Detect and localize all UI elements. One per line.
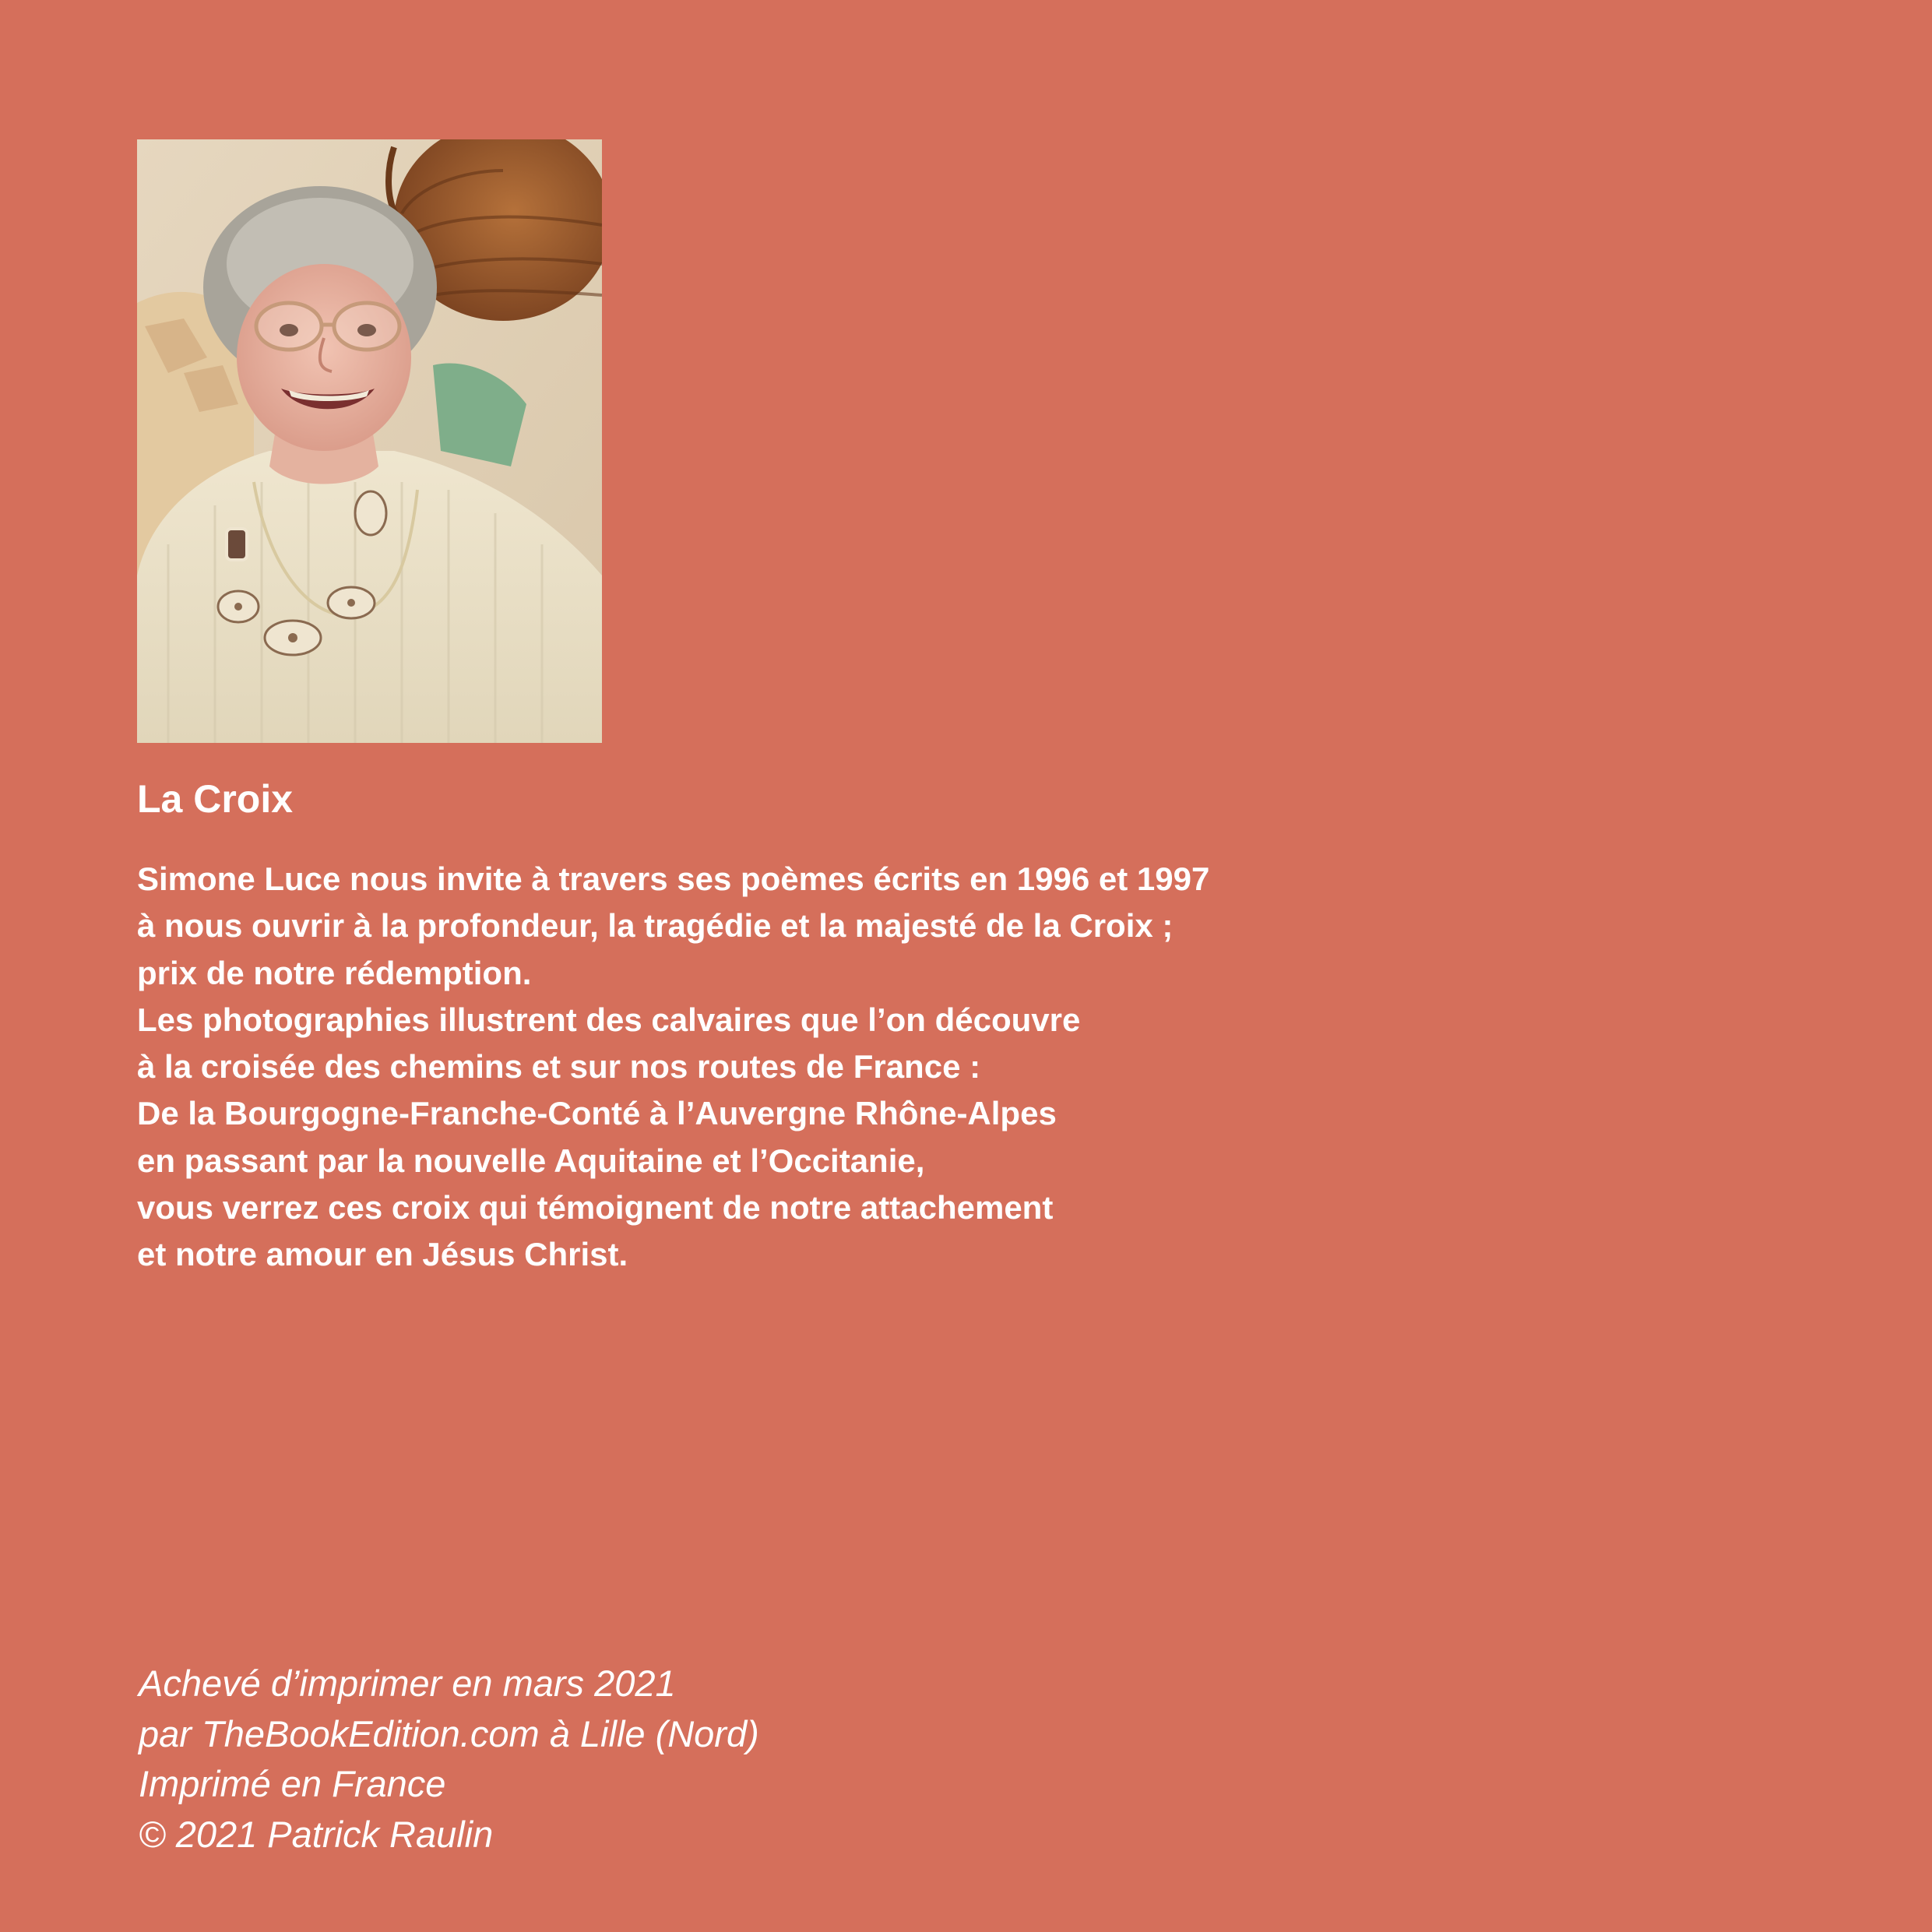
blurb-line: Les photographies illustrent des calvaires que l’on découvre: [137, 1001, 1081, 1038]
colophon: [139, 1659, 1073, 1860]
blurb-line: De la Bourgogne-Franche-Conté à l’Auvergne Rhône-Alpes: [137, 1095, 1057, 1132]
book-title: La Croix: [137, 777, 294, 821]
blurb-line: à la croisée des chemins et sur nos routes de France :: [137, 1048, 981, 1086]
author-portrait-photo: [137, 139, 602, 743]
blurb-line: et notre amour en Jésus Christ.: [137, 1236, 628, 1273]
face: [237, 264, 411, 451]
colophon-line: par TheBookEdition.com à Lille (Nord): [139, 1712, 759, 1754]
blurb-line: vous verrez ces croix qui témoignent de notre attachement: [137, 1189, 1054, 1226]
blurb-line: Simone Luce nous invite à travers ses poèmes écrits en 1996 et 1997: [137, 860, 1210, 897]
colophon-line: Imprimé en France: [139, 1763, 446, 1804]
blurb-line: prix de notre rédemption.: [137, 954, 532, 991]
blurb-line: en passant par la nouvelle Aquitaine et l’Occitanie,: [137, 1142, 925, 1179]
blurb-paragraph: [137, 856, 1461, 1279]
colophon-line: Achevé d’imprimer en mars 2021: [139, 1663, 676, 1704]
portrait-illustration: [137, 139, 602, 743]
colophon-line: © 2021 Patrick Raulin: [139, 1813, 494, 1855]
blurb-line: à nous ouvrir à la profondeur, la tragédie et la majesté de la Croix ;: [137, 907, 1174, 945]
